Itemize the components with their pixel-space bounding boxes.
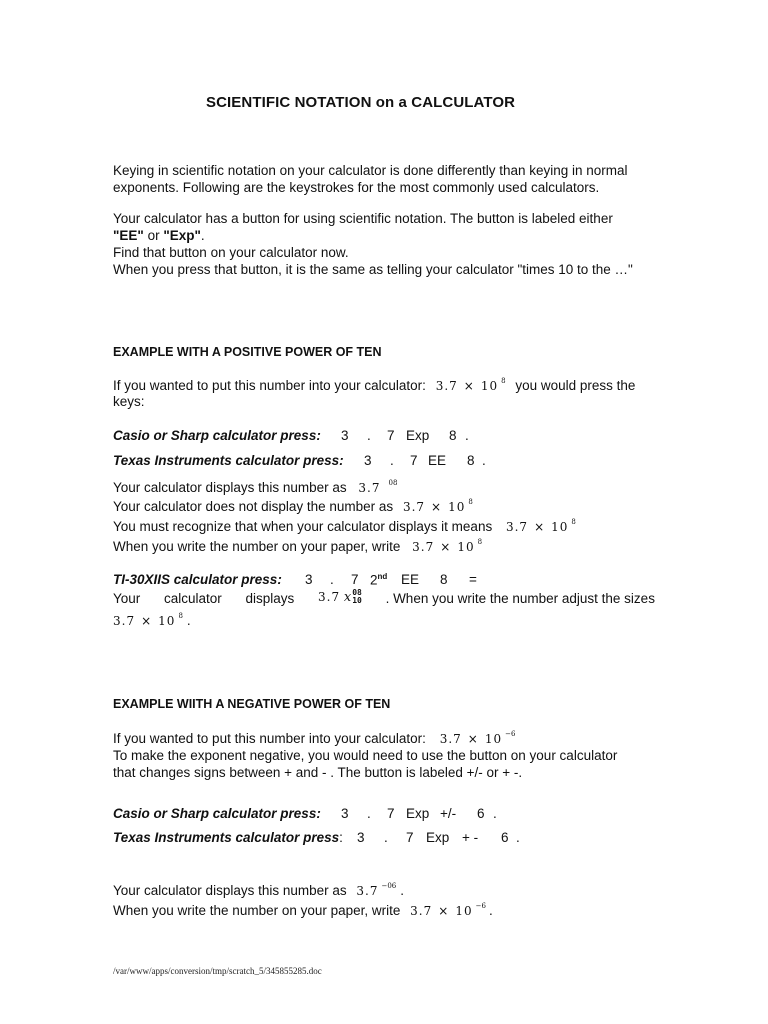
key-6: 6 [477,806,485,821]
intro-line-3: Your calculator has a button for using scientific notation. The button is labeled either [113,211,613,226]
base: 10 [484,732,503,746]
display-line-4 [113,538,482,554]
key-equals: = [469,572,477,587]
mantissa: 3.7 [402,500,426,514]
negative-display-line-1 [113,882,404,898]
key-3: 3 [305,572,313,587]
negative-question [113,730,515,746]
key-ee: EE [428,453,447,468]
ti30-display-after: . When you write the number adjust the sizes [385,591,655,606]
display-text: When you write the number on your paper, write [113,539,401,554]
casio-positive-row [113,428,321,443]
display-text: Your calculator displays this number as [113,480,347,495]
ti30-display-line [113,588,655,606]
key-7: 7 [406,830,414,845]
casio-negative-row [113,806,321,821]
word: Your [113,591,141,606]
negative-heading: EXAMPLE WIITH A NEGATIVE POWER OF TEN [113,697,391,711]
ti-colon: : [339,830,343,845]
negative-display-line-2 [113,902,493,918]
page-title: SCIENTIFIC NOTATION on a CALCULATOR [206,94,516,111]
times-sign: × [467,732,479,746]
key-7: 7 [351,572,359,587]
negative-question-text: If you wanted to put this number into your calculator: [113,731,426,746]
key-dot: . [330,572,334,587]
word: calculator [164,591,222,606]
math-pos [436,379,506,393]
base: 10 [457,540,475,554]
key-period: . [465,428,469,443]
mantissa: 3.7 [113,614,136,628]
key-ee: EE [401,572,420,587]
mantissa: 3.7 [358,481,381,495]
ti30-row [113,572,282,587]
exponent: 8 [468,498,473,506]
key-2nd [370,572,387,588]
positive-heading: EXAMPLE WITH A POSITIVE POWER OF TEN [113,345,382,359]
key-2nd-sup: nd [377,572,388,581]
ti-positive-row [113,453,344,468]
key-period: . [516,830,520,845]
key-2: 2 [370,572,378,588]
key-exp: Exp [406,806,430,821]
ee-label: "EE" [113,228,144,243]
display-line-3 [113,518,576,534]
base: 10 [551,520,569,534]
math-pos [412,540,482,554]
positive-question-line-2: keys: [113,394,145,409]
key-3: 3 [341,806,349,821]
key-7: 7 [387,428,395,443]
math-display-neg [356,884,396,898]
casio-label: Casio or Sharp calculator press: [113,806,321,821]
mantissa: 3.7 [439,732,462,746]
mantissa: 3.7 [410,904,433,918]
exponent: −6 [475,902,486,910]
display-text: You must recognize that when your calculator displays it means [113,519,493,534]
key-3: 3 [357,830,365,845]
exponent: 8 [178,612,183,620]
ti30-display-line-2 [113,612,191,628]
key-7: 7 [410,453,418,468]
key-plus-minus: + - [462,830,479,845]
negative-line-3: that changes signs between + and - . The button is labeled +/- or + -. [113,765,523,780]
display-text: Your calculator does not display the number as [113,499,394,514]
key-period: . [493,806,497,821]
display-text: When you write the number on your paper, write [113,903,401,918]
mantissa: 3.7 [356,884,379,898]
positive-question-post: you would press the [515,378,636,393]
times-sign: × [141,614,153,628]
ti-negative-row [113,830,343,845]
key-period: . [482,453,486,468]
display-exponent: 08 [388,479,398,487]
key-exp: Exp [406,428,430,443]
exponent: 8 [501,377,506,385]
mantissa: 3.7 [505,520,529,534]
ti-label: Texas Instruments calculator press: [113,453,344,468]
key-6: 6 [501,830,509,845]
key-8: 8 [440,572,448,587]
key-7: 7 [387,806,395,821]
period: . [186,613,191,628]
intro-line-4 [113,228,205,243]
times-sign: × [440,540,452,554]
exponent: 8 [477,538,483,546]
ti30-math [318,589,362,606]
footer-path: /var/www/apps/conversion/tmp/scratch_5/345855285.doc [113,966,322,976]
period: . [488,903,493,918]
times-sign: × [438,904,450,918]
word: displays [245,591,295,606]
math-display [358,481,397,495]
key-dot: . [384,830,388,845]
intro-line-5: Find that button on your calculator now. [113,245,349,260]
ti-label: Texas Instruments calculator press [113,830,340,845]
display-line-2 [113,498,473,514]
base: 10 [480,379,499,393]
key-exp: Exp [426,830,450,845]
display-exponent: −06 [381,882,397,890]
key-dot: . [390,453,394,468]
negative-line-2: To make the exponent negative, you would need to use the button on your calculator [113,748,618,763]
math-pos [506,520,576,534]
casio-label: Casio or Sharp calculator press: [113,428,321,443]
times-sign: × [431,500,443,514]
exponent: −6 [505,730,516,738]
key-dot: . [367,806,371,821]
or-word: or [143,228,164,243]
mantissa: 3.7 [318,590,341,604]
mantissa: 3.7 [412,540,435,554]
positive-question [113,377,635,393]
display-line-1 [113,479,397,495]
stack-bottom: 10 [352,596,362,606]
exp-label: "Exp" [163,228,201,243]
key-8: 8 [467,453,475,468]
ti30-label: TI-30XIIS calculator press: [113,572,282,587]
key-3: 3 [364,453,372,468]
mantissa: 3.7 [435,379,458,393]
math-neg [410,904,486,918]
times-sign: × [463,379,475,393]
display-text: Your calculator displays this number as [113,883,347,898]
base: 10 [448,500,466,514]
math-pos [113,614,183,628]
period: . [400,883,405,898]
exponent: 8 [571,518,576,526]
positive-question-text: If you wanted to put this number into your calculator: [113,378,426,393]
intro-line-2: exponents. Following are the keystrokes for the most commonly used calculators. [113,180,600,195]
key-dot: . [367,428,371,443]
intro-period: . [200,228,205,243]
stack-top: 08 [352,588,362,598]
times-sign: × [534,520,546,534]
math-neg [440,732,516,746]
math-pos [403,500,473,514]
base: 10 [455,904,473,918]
stacked-exponent [352,589,362,605]
x-symbol: x [343,590,352,605]
key-plus-minus: +/- [440,806,457,821]
key-3: 3 [341,428,349,443]
intro-line-6: When you press that button, it is the same as telling your calculator "times 10 to the …" [113,262,633,277]
base: 10 [158,614,176,628]
intro-line-1: Keying in scientific notation on your calculator is done differently than keying in normal [113,163,628,178]
key-8: 8 [449,428,457,443]
